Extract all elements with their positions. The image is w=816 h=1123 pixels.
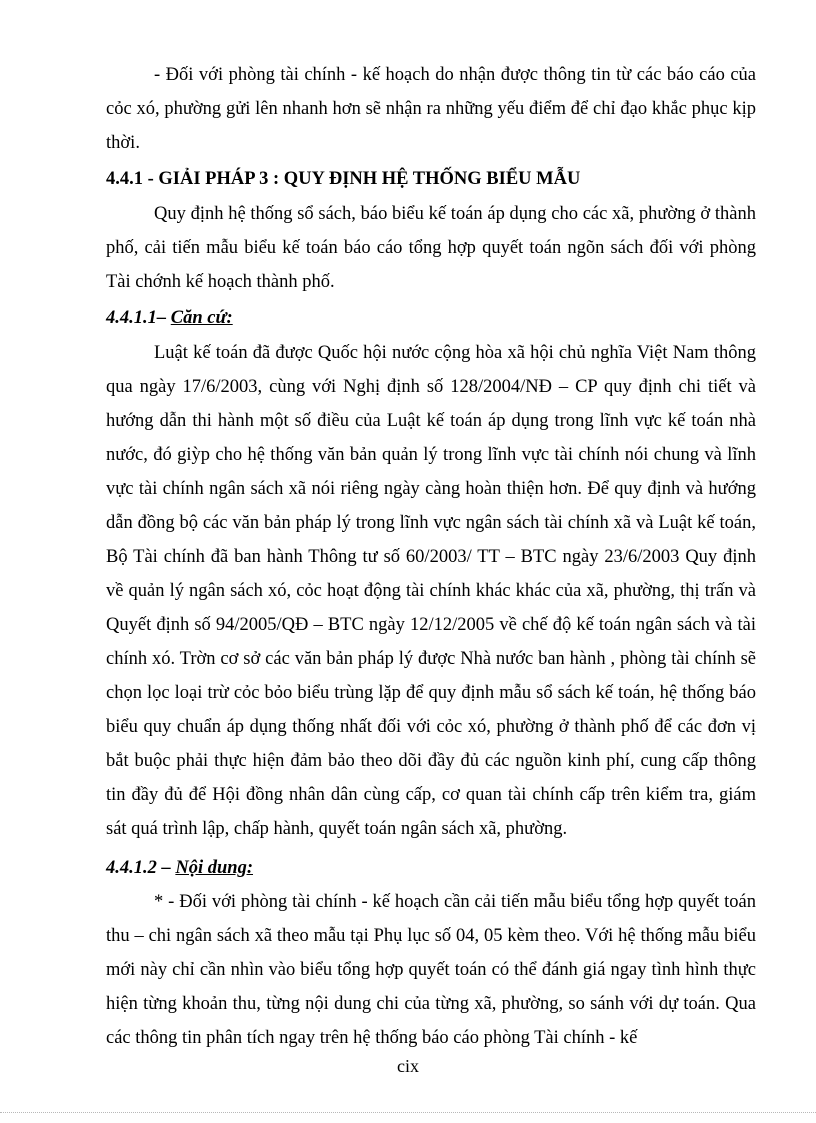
heading-4-4-1-1 xyxy=(106,301,233,335)
page-bottom-divider xyxy=(0,1112,816,1113)
paragraph-content: * - Đối với phòng tài chính - kế hoạch cần cải tiến mẫu biểu tổng hợp quyết toán thu – chi ngân sách xã theo mẫu tại Phụ lục số 04, 05 kèm theo. Với hệ thống mẫu biểu mới này chỉ cần nhìn vào biểu tổng hợp quyết toán có thể đánh giá ngay tình hình thực hiện từng khoản thu, từng nội dung chi của từng xã, phường, so sánh với dự toán. Qua các thông tin phân tích ngay trên hệ thống báo cáo phòng Tài chính - kế xyxy=(106,892,756,1048)
page-number: cix xyxy=(397,1056,419,1076)
paragraph-regulation: Quy định hệ thống sổ sách, báo biểu kế toán áp dụng cho các xã, phường ở thành phố, cải tiến mẫu biểu kế toán báo cáo tổng hợp quyết toán ngõn sách đối với phòng Tài chớnh kế hoạch thành phố. xyxy=(106,204,756,292)
heading-4-4-1-2 xyxy=(106,851,253,885)
paragraph-basis: Luật kế toán đã được Quốc hội nước cộng hòa xã hội chủ nghĩa Việt Nam thông qua ngày 17/6/2003, cùng với Nghị định số 128/2004/NĐ – CP quy định chi tiết và hướng dẫn thi hành một số điều của Luật kế toán áp dụng trong lĩnh vực kế toán nhà nước, đó giỳp cho hệ thống văn bản quản lý trong lĩnh vực tài chính nói chung và lĩnh vực tài chính ngân sách xã nói riêng ngày càng hoàn thiện hơn. Để quy định và hướng dẫn đồng bộ các văn bản pháp lý trong lĩnh vực ngân sách tài chính xã và Luật kế toán, Bộ Tài chính đã ban hành Thông tư số 60/2003/ TT – BTC ngày 23/6/2003 Quy định về quản lý ngân sách xó, cỏc hoạt động tài chính khác khác của xã, phường, thị trấn và Quyết định số 94/2005/QĐ – BTC ngày 12/12/2005 về chế độ kế toán ngân sách và tài chính xó. Trờn cơ sở các văn bản pháp lý được Nhà nước ban hành , phòng tài chính sẽ chọn lọc loại trừ cỏc bỏo biểu trùng lặp để quy định mẫu sổ sách kế toán, hệ thống báo biểu quy chuẩn áp dụng thống nhất đối với cỏc xó, phường ở thành phố để các đơn vị bắt buộc phải thực hiện đảm bảo theo dõi đầy đủ các nguồn kinh phí, cung cấp thông tin đầy đủ để Hội đồng nhân dân cùng cấp, cơ quan tài chính cấp trên kiểm tra, giám sát quá trình lập, chấp hành, quyết toán ngân sách xã, phường. xyxy=(106,343,756,839)
paragraph-intro: - Đối với phòng tài chính - kế hoạch do nhận được thông tin từ các báo cáo của cỏc xó, phường gửi lên nhanh hơn sẽ nhận ra những yếu điểm để chỉ đạo khắc phục kịp thời. xyxy=(106,65,756,153)
heading-4-4-1-1-number: 4.4.1.1– xyxy=(106,308,171,328)
heading-4-4-1-2-title: Nội dung: xyxy=(175,858,253,878)
heading-4-4-1-2-number: 4.4.1.2 – xyxy=(106,858,176,878)
heading-4-4-1: 4.4.1 - GIẢI PHÁP 3 : QUY ĐỊNH HỆ THỐNG BIỂU MẪU xyxy=(106,169,581,189)
heading-4-4-1-1-title: Căn cứ: xyxy=(170,308,233,328)
